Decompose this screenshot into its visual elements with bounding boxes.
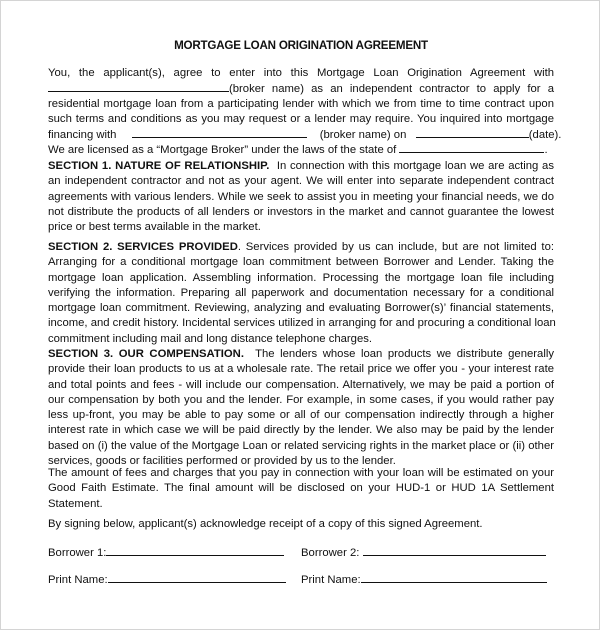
fees-paragraph: The amount of fees and charges that you pay in connection with your loan will be estimated on your Good Faith Estimate. The final amount will be disclosed on your HUD-1 or HUD 1A Settlement Statement.: [48, 467, 554, 510]
section-2-heading: SECTION 2. SERVICES PROVIDED: [48, 241, 238, 253]
print-name-2: Print Name:: [301, 571, 547, 588]
inquiry-broker-name-blank[interactable]: [132, 127, 307, 138]
document-title: MORTGAGE LOAN ORIGINATION AGREEMENT: [174, 39, 428, 52]
acknowledgement: By signing below, applicant(s) acknowledge receipt of a copy of this signed Agreement.: [48, 518, 483, 530]
state-blank[interactable]: [399, 142, 544, 153]
intro-line: We are licensed as a “Mortgage Broker” under the laws of the state of .: [48, 144, 548, 157]
borrower-2-signature-line[interactable]: [363, 544, 546, 556]
section-3-heading: SECTION 3. OUR COMPENSATION.: [48, 348, 244, 360]
intro-line: financing with (broker name) on (date).: [48, 129, 562, 142]
borrower-1-signature: Borrower 1:: [48, 544, 284, 561]
section-3: SECTION 3. OUR COMPENSATION. The lenders whose loan products we distribute generally provide their loan products to us at a wholesale rate. The retail price we offer you - your interest rate and total points and fees - will include our compensation. Alternatively, we may be paid a portion of our compensation by both you and the lender. For example, in some cases, if you would rather pay less up-front, you may be able to pay some or all of our compensation indirectly through a higher interest rate in which case we will be paid directly by the lender. We also may be paid by the lender based on (i) the value of the Mortgage Loan or related servicing rights in the market place or (ii) other services, goods or facilities performed or provided by us to the lender.: [48, 348, 554, 468]
section-1: SECTION 1. NATURE OF RELATIONSHIP. In connection with this mortgage loan we are acting as an independent contractor and not as your agent. We will enter into separate independent contract agreements with various lenders. While we seek to assist you in meeting your financial needs, we do not distribute the products of all lenders or investors in the market and cannot guarantee the lowest price or best terms available in the market.: [48, 160, 554, 234]
intro-line: residential mortgage loan from a participating lender with which we from time to time contract upon: [48, 97, 554, 110]
section-2: SECTION 2. SERVICES PROVIDED. Services provided by us can include, but are not limited to: Arranging for a conditional mortgage loan commitment between Borrower and Lender. Taking the mortgage loan application. Assembling information. Processing the mortgage loan file including verifying the information. Preparing all paperwork and documentation necessary for a conditional mortgage loan commitment. Reviewing, analyzing and evaluating Borrower(s)’ financial statements, income, and credit history. Incidental services utilized in arranging for and procuring a conditional loan commitment including mail and long distance telephone charges.: [48, 241, 556, 345]
print-name-1: Print Name:: [48, 571, 286, 588]
intro-line: such terms and conditions as you may request or a lender may require. You inquired into mortgage: [48, 112, 554, 125]
print-name-2-line[interactable]: [361, 571, 547, 583]
intro-paragraph: [48, 66, 562, 158]
print-name-1-line[interactable]: [108, 571, 286, 583]
intro-line: You, the applicant(s), agree to enter into this Mortgage Loan Origination Agreement with: [48, 67, 554, 79]
signature-row-print-names: [48, 571, 568, 587]
signature-row-borrowers: [48, 544, 568, 560]
intro-line: (broker name) as an independent contractor to apply for a: [48, 81, 554, 96]
borrower-2-signature: Borrower 2:: [301, 544, 546, 561]
section-1-heading: SECTION 1. NATURE OF RELATIONSHIP.: [48, 160, 270, 172]
borrower-1-signature-line[interactable]: [106, 544, 284, 556]
broker-name-blank[interactable]: [48, 81, 229, 92]
inquiry-date-blank[interactable]: [416, 127, 529, 138]
